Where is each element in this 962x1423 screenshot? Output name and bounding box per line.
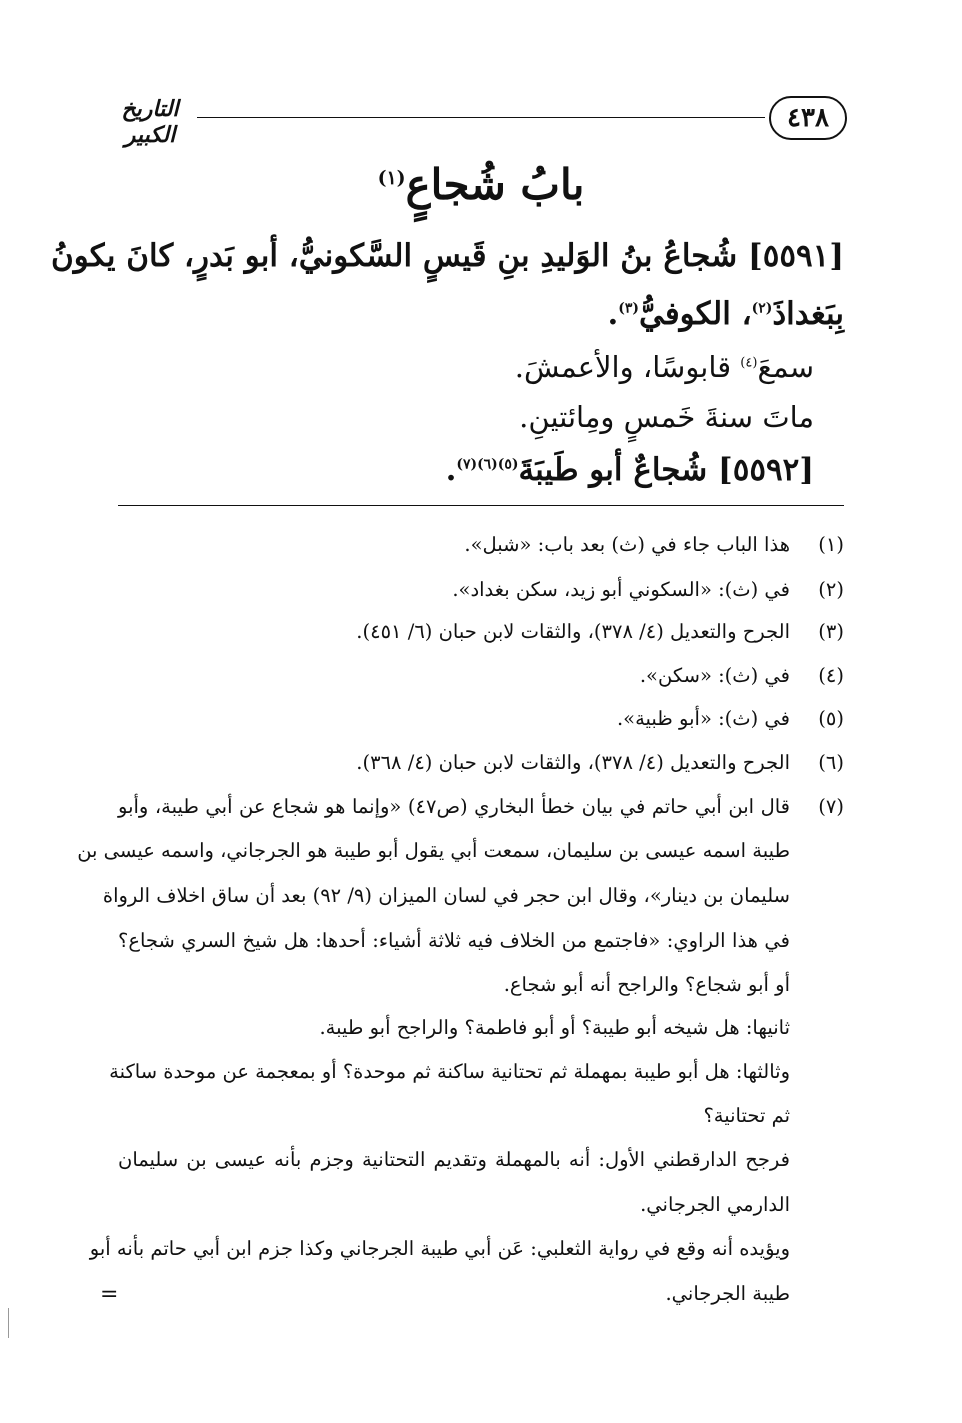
entry-heading-line1: [٥٥٩١] شُجاعُ بنُ الوَليدِ بنِ قَيسٍ السَّكونيُّ، أبو بَدرٍ، كانَ يكونُ <box>50 238 844 274</box>
footnote-text: في (ث): «أبو ظبية». <box>616 707 790 730</box>
footnote-number: (٤) <box>818 664 844 687</box>
footnote-continuation-line: الدارمي الجرجاني. <box>640 1193 790 1216</box>
entry-text: . <box>607 296 619 332</box>
footnote-ref: (٤) <box>740 355 758 371</box>
entry-body-line <box>515 350 814 384</box>
footnote-continuation-line: طيبة الجرجاني. <box>665 1282 790 1305</box>
footnote-ref: (٣) <box>618 300 639 317</box>
footnote-continuation-line: وثالثها: هل أبو طيبة بمهملة ثم تحتانية ساكنة ثم موحدة؟ أو بمعجمة عن موحدة ساكنة <box>109 1060 790 1083</box>
chapter-title-text: بابُ شُجاعٍ <box>405 160 585 209</box>
footnote-continuation-line: سليمان بن دينار»، وقال ابن حجر في لسان الميزان (٩/ ٩٢) بعد أن ساق اخلاف الرواة <box>102 884 790 907</box>
footnote-text: قال ابن أبي حاتم في بيان خطأ البخاري (ص٤٧) «وإنما هو شجاع عن أبي طيبة، وأبو <box>118 795 791 818</box>
footnote-ref: (٥)(٦)(٧) <box>456 456 519 473</box>
footnote-number: (٣) <box>818 620 844 643</box>
entry-text: . <box>445 452 457 488</box>
entry-body-line: ماتَ سنةَ خَمسٍ ومِائتينِ. <box>519 400 814 434</box>
footnote-separator <box>118 505 844 506</box>
footnote-continuation-line: ثانيها: هل شيخه أبو طيبة؟ أو أبو فاطمة؟ والراجح أبو طيبة. <box>319 1016 790 1039</box>
footnote-text: في (ث): «السكوني أبو زيد، سكن بغداد». <box>452 578 790 601</box>
footnote-text: الجرح والتعديل (٤/ ٣٧٨)، والثقات لابن حبان (٦/ ٤٥١). <box>356 620 790 643</box>
footnote-number: (٧) <box>818 795 844 818</box>
entry-heading <box>446 452 814 488</box>
page-number: ٤٣٨ <box>769 96 847 140</box>
chapter-title <box>0 160 962 209</box>
footnote-text: الجرح والتعديل (٤/ ٣٧٨)، والثقات لابن حبان (٤/ ٣٦٨). <box>356 751 790 774</box>
entry-text: قابوسًا، والأعمشَ. <box>514 350 741 384</box>
footnote-text: هذا الباب جاء في (ث) بعد باب: «شبل». <box>464 533 790 556</box>
margin-mark <box>8 1308 9 1338</box>
footnote-number: (٦) <box>818 751 844 774</box>
footnote-number: (٢) <box>818 578 844 601</box>
running-header <box>105 96 847 148</box>
header-rule <box>197 117 765 118</box>
footnote-continuation-line: فرجح الدارقطني الأول: أنه بالمهملة وتقديم التحتانية وجزم بأنه عيسى بن سليمان <box>118 1148 790 1171</box>
footnote-continuation-line: طيبة اسمه عيسى بن سليمان، سمعت أبي يقول أبو طيبة هو الجرجاني، واسمه عيسى بن <box>77 839 790 862</box>
footnote-ref: (١) <box>377 167 406 189</box>
footnote-continuation-line: أو أبو شجاع؟ والراجح أنه أبو شجاع. <box>503 973 790 996</box>
continuation-mark: = <box>100 1282 119 1307</box>
footnote-continuation-line: ويؤيده أنه وقع في رواية الثعلبي: عَن أبي طيبة الجرجاني وكذا جزم ابن أبي حاتم بأنه أبو <box>89 1237 790 1260</box>
footnote-continuation-line: ثم تحتانية؟ <box>703 1104 790 1127</box>
entry-text: سمعَ <box>757 350 814 384</box>
entry-text: بِبَغداذَ <box>772 296 844 332</box>
entry-text: ، الكوفيُّ <box>638 296 752 332</box>
footnote-ref: (٢) <box>751 300 773 317</box>
book-title: التاريخ الكبير <box>121 96 179 148</box>
footnote-text: في (ث): «سكن». <box>639 664 790 687</box>
entry-heading-line2 <box>607 296 844 332</box>
footnote-number: (١) <box>818 533 844 556</box>
footnote-number: (٥) <box>818 707 844 730</box>
footnote-continuation-line: في هذا الراوي: «فاجتمع من الخلاف فيه ثلاثة أشياء: أحدها: هل شيخ السري شجاع؟ <box>118 929 790 952</box>
entry-text: [٥٥٩٢] شُجاعٌ أبو طَيبَةَ <box>518 452 814 488</box>
